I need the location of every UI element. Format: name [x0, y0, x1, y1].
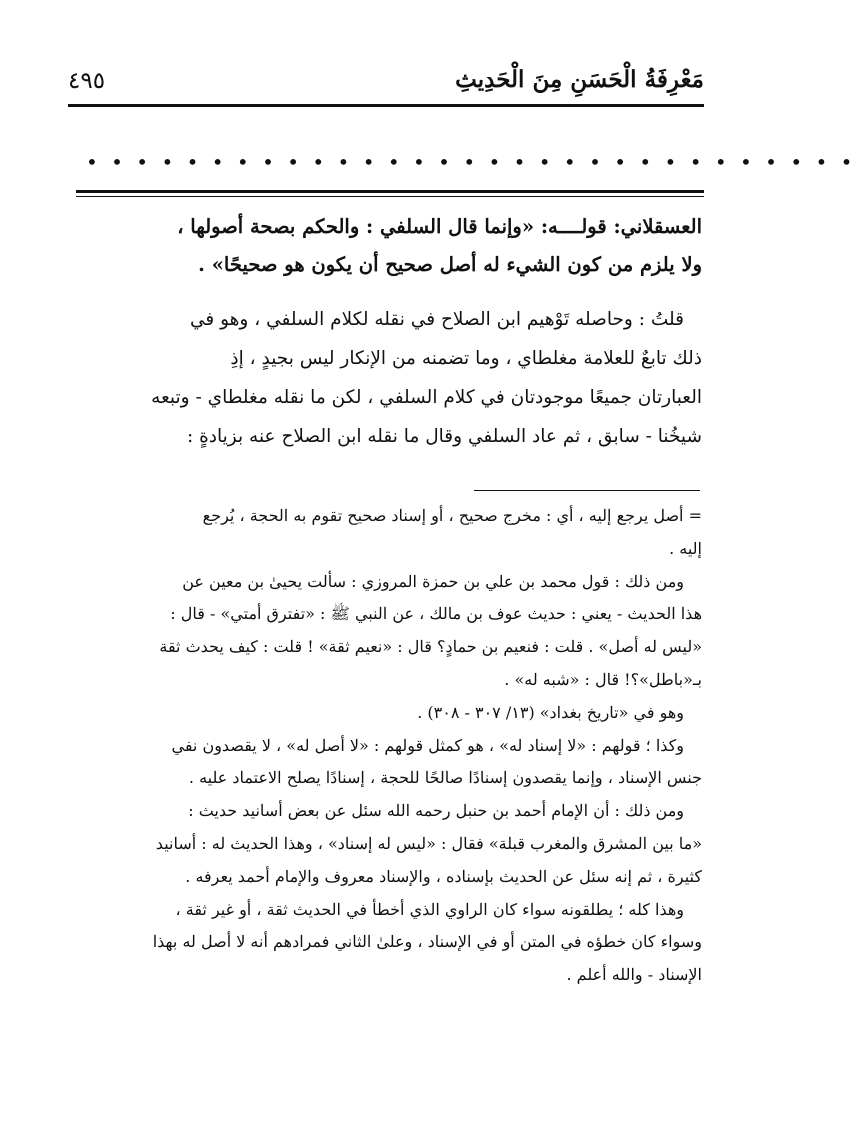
commentary-paragraph — [70, 300, 702, 456]
footnote-line: وسواء كان خطؤه في المتن أو في الإسناد ، وعلىٰ الثاني فمرادهم أنه لا أصل له بهذا — [152, 932, 702, 952]
footnote-line: الإسناد - والله أعلم . — [566, 965, 702, 985]
header-rule — [68, 104, 704, 107]
running-title: مَعْرِفَةُ الْحَسَنِ مِنَ الْحَدِيثِ — [455, 66, 704, 93]
footnote-line: وهو في «تاريخ بغداد» (١٣/ ٣٠٧ - ٣٠٨) . — [417, 702, 684, 722]
body-line: قلتُ : وحاصله تَوْهيم ابن الصلاح في نقله لكلام السلفي ، وهو في — [189, 309, 684, 330]
body-line: العبارتان جميعًا موجودتان في كلام السلفي ، لكن ما نقله مغلطاي - وتبعه — [151, 387, 702, 408]
footnote-rule — [474, 490, 700, 491]
footnote-line: ومن ذلك : قول محمد بن علي بن حمزة المروزي : سألت يحيىٰ بن معين عن — [182, 571, 684, 591]
quote-line: العسقلاني: قولــــه: «وإنما قال السلفي : والحكم بصحة أصولها ، — [177, 215, 702, 238]
footnote-line: جنس الإسناد ، وإنما يقصدون إسنادًا صالحًا للحجة ، إسنادًا يصلح الاعتماد عليه . — [188, 768, 702, 788]
footnote-block — [70, 500, 702, 992]
footnote-line: «ليس له أصل» . قلت : فنعيم بن حمادٍ؟ قال : «نعيم ثقة» ! قلت : كيف يحدث ثقة — [159, 637, 702, 657]
footnote-line: «ما بين المشرق والمغرب قبلة» فقال : «ليس له إسناد» ، وهذا الحديث له : أسانيد — [155, 833, 702, 853]
quoted-passage — [70, 208, 702, 284]
footnote-line: بـ«باطل»؟! قال : «شبه له» . — [504, 669, 702, 689]
body-line: ذلك تابعٌ للعلامة مغلطاي ، وما تضمنه من الإنكار ليس بجيدٍ ، إذِ — [230, 348, 702, 369]
page-number: ٤٩٥ — [68, 68, 106, 94]
footnote-line: ومن ذلك : أن الإمام أحمد بن حنبل رحمه الله سئل عن بعض أسانيد حديث : — [188, 801, 684, 821]
footnote-line: = أصل يرجع إليه ، أي : مخرج صحيح ، أو إسناد صحيح تقوم به الحجة ، يُرجع — [202, 506, 702, 525]
quote-line: ولا يلزم من كون الشيء له أصل صحيح أن يكون هو صحيحًا» . — [198, 253, 702, 276]
dotted-separator: • • • • • • • • • • • • • • • • • • • • • • • • • • • • • • • — [86, 150, 856, 174]
footnote-line: وكذا ؛ قولهم : «لا إسناد له» ، هو كمثل قولهم : «لا أصل له» ، لا يقصدون نفي — [171, 735, 684, 755]
page-header — [68, 64, 704, 104]
separator-rule-thick — [76, 190, 704, 193]
body-line: شيخُنا - سابق ، ثم عاد السلفي وقال ما نقله ابن الصلاح عنه بزيادةٍ : — [186, 426, 702, 447]
separator-rule-thin — [76, 196, 704, 197]
footnote-line: هذا الحديث - يعني : حديث عوف بن مالك ، عن النبي ﷺ : «تفترق أمتي» - قال : — [170, 604, 702, 624]
footnote-line: إليه . — [669, 538, 702, 558]
footnote-line: وهذا كله ؛ يطلقونه سواء كان الراوي الذي أخطأ في الحديث ثقة ، أو غير ثقة ، — [175, 899, 684, 919]
footnote-line: كثيرة ، ثم إنه سئل عن الحديث بإسناده ، والإسناد معروف والإمام أحمد يعرفه . — [185, 866, 702, 886]
